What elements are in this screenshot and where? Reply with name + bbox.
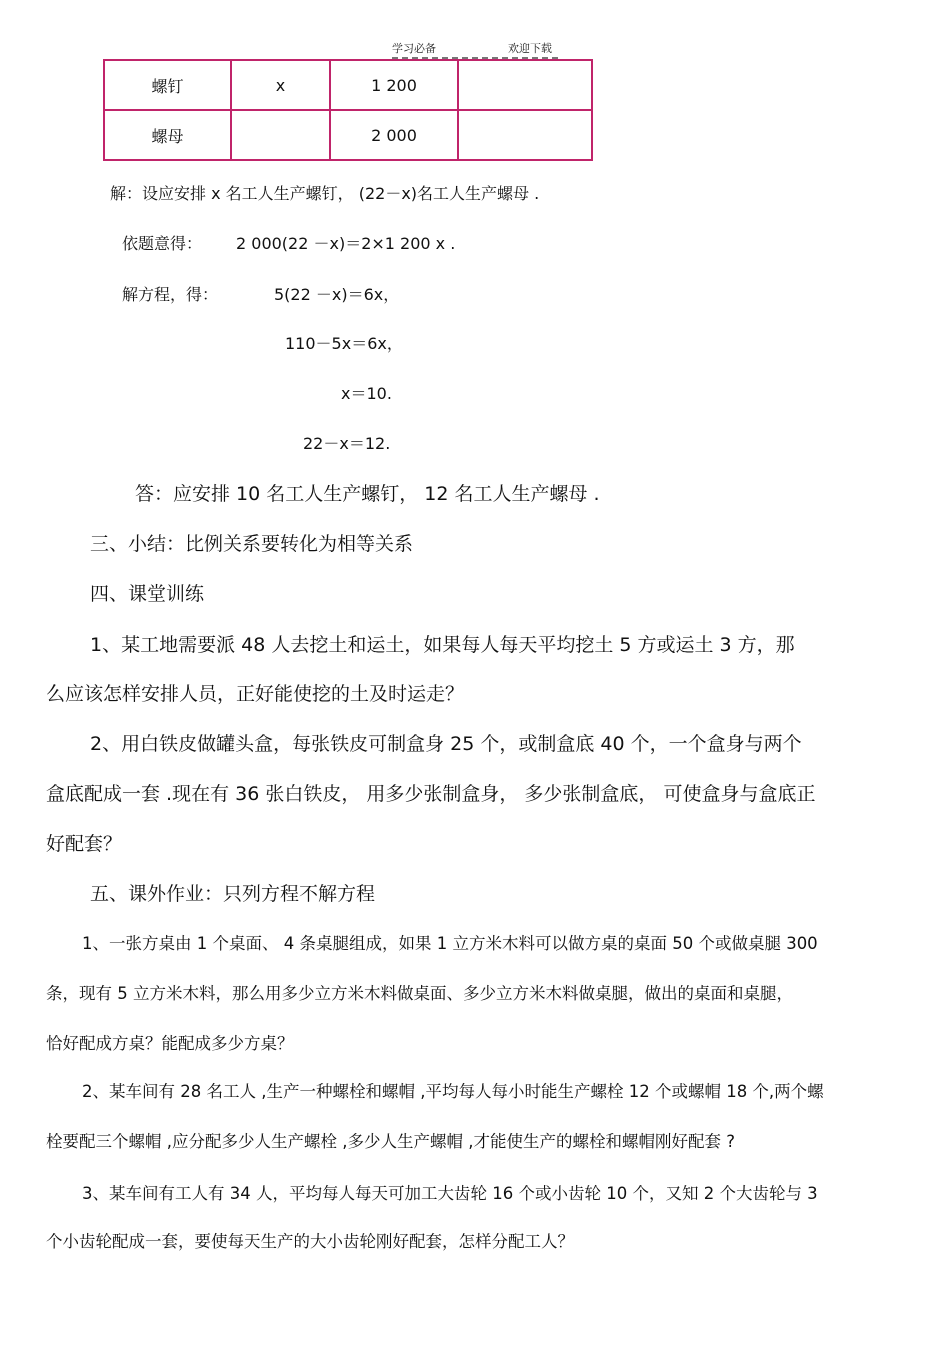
homework-q3-line2: 个小齿轮配成一套，要使每天生产的大小齿轮刚好配套，怎样分配工人？ xyxy=(46,1232,574,1251)
solution-answer: 答：应安排 10 名工人生产螺钉， 12 名工人生产螺母 . xyxy=(135,483,600,505)
practice-q1-line1: 1、某工地需要派 48 人去挖土和运土，如果每人每天平均挖土 5 方或运土 3 方，那 xyxy=(90,634,795,656)
header-right-text: 欢迎下载 xyxy=(508,42,552,55)
table-cell xyxy=(231,110,330,160)
solution-step-2: 110－5x＝6x， xyxy=(285,334,403,353)
table-cell: 螺母 xyxy=(104,110,231,160)
homework-q1-line2: 条，现有 5 立方米木料，那么用多少立方米木料做桌面、多少立方米木料做桌腿，做出的桌面和桌腿， xyxy=(46,984,793,1003)
solution-step-1: 5(22 －x)＝6x， xyxy=(274,285,400,304)
solution-solve-label: 解方程，得： xyxy=(122,285,219,304)
header-left-text: 学习必备 xyxy=(392,42,436,55)
table-cell: 2 000 xyxy=(330,110,458,160)
summary-heading: 三、小结：比例关系要转化为相等关系 xyxy=(90,533,414,555)
homework-q3-line1: 3、某车间有工人有 34 人，平均每人每天可加工大齿轮 16 个或小齿轮 10 个，又知 2 个大齿轮与 3 xyxy=(82,1184,818,1203)
homework-q2-line2: 栓要配三个螺帽 ,应分配多少人生产螺栓 ,多少人生产螺帽 ,才能使生产的螺栓和螺帽刚好配套 ? xyxy=(46,1132,735,1151)
practice-q2-line1: 2、用白铁皮做罐头盒，每张铁皮可制盒身 25 个，或制盒底 40 个，一个盒身与两个 xyxy=(90,733,802,755)
table-cell: 螺钉 xyxy=(104,60,231,110)
homework-heading: 五、课外作业：只列方程不解方程 xyxy=(90,883,376,905)
homework-q2-line1: 2、某车间有 28 名工人 ,生产一种螺栓和螺帽 ,平均每人每小时能生产螺栓 12 个或螺帽 18 个,两个螺 xyxy=(82,1082,824,1101)
table-row xyxy=(104,110,592,160)
table-cell xyxy=(458,110,592,160)
solution-setup: 解：设应安排 x 名工人生产螺钉， (22－x)名工人生产螺母 . xyxy=(110,184,540,203)
table-row xyxy=(104,60,592,110)
table-cell: x xyxy=(231,60,330,110)
practice-q2-line2: 盒底配成一套 .现在有 36 张白铁皮， 用多少张制盒身， 多少张制盒底， 可使盒身与盒底正 xyxy=(46,783,816,805)
solution-step-3: x＝10. xyxy=(341,384,392,403)
practice-q2-line3: 好配套？ xyxy=(46,833,123,855)
parts-table xyxy=(103,59,593,161)
table-cell xyxy=(458,60,592,110)
homework-q1-line1: 1、一张方桌由 1 个桌面、 4 条桌腿组成，如果 1 立方米木料可以做方桌的桌面 50 个或做桌腿 300 xyxy=(82,934,818,953)
table-cell: 1 200 xyxy=(330,60,458,110)
solution-step-4: 22－x＝12. xyxy=(303,434,391,453)
solution-basis-equation: 2 000(22 －x)＝2×1 200 x . xyxy=(236,234,456,253)
homework-q1-line3: 恰好配成方桌？能配成多少方桌？ xyxy=(46,1034,294,1053)
practice-q1-line2: 么应该怎样安排人员，正好能使挖的土及时运走？ xyxy=(46,683,465,705)
solution-basis-label: 依题意得： xyxy=(122,234,203,253)
practice-heading: 四、课堂训练 xyxy=(90,583,205,605)
